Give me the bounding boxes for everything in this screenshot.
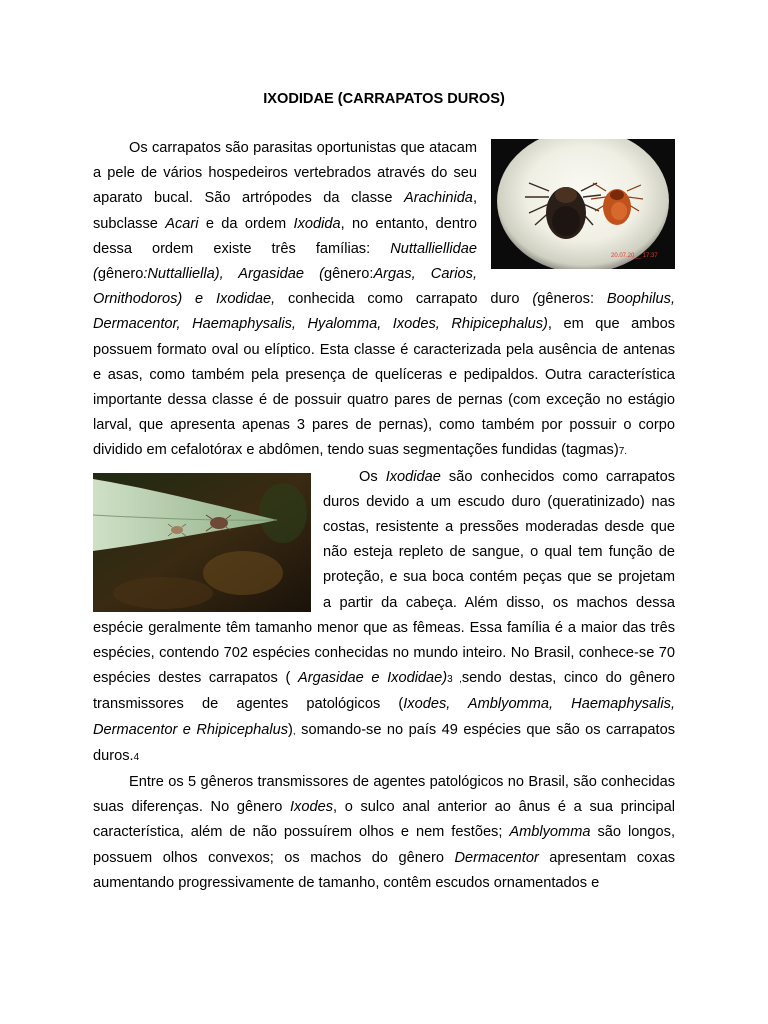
text-run: sendo destas, cinco do gênero transmissores de agentes patológicos (: [93, 670, 675, 713]
paragraph-intro: [93, 136, 675, 465]
text-run: Boophilus, Dermacentor, Haemaphysalis, Hyalomma, Ixodes, Rhipicephalus): [93, 291, 675, 333]
text-run: Entre os 5 gêneros transmissores de agentes patológicos no Brasil, são conhecidas suas diferenças. No gênero: [93, 774, 675, 816]
text-run: Ixodidae: [385, 468, 441, 485]
text-run: Argas, Carios, Ornithodoros) e Ixodidae,: [93, 266, 477, 308]
text-run: apresentam coxas aumentando progressivamente de tamanho, contêm escudos ornamentados e: [93, 849, 675, 891]
text-run: são longos, possuem olhos convexos; os machos do gênero: [93, 824, 676, 866]
text-run: , no entanto, dentro dessa ordem existe três famílias:: [93, 215, 478, 257]
photo-ticks-on-leaf-image: [93, 473, 311, 612]
text-run: e da ordem: [198, 215, 294, 232]
text-run: são conhecidos como carrapatos duros devido a um escudo duro (queratinizado) nas costas, resistente a pressões moderadas desde que não esteja repleto de sangue, o qual tem função de proteção, e sua boca contém peças que se projetam a partir da cabeça. Além disso, os machos dessa espécie geralmente têm tamanho menor que as fêmeas. Essa família é a maior das três espécies, contendo 702 espécies conhecidas no mundo inteiro. No Brasil, conhece-se 70 espécies destes carrapatos (: [93, 468, 676, 687]
text-run: , subclasse: [93, 190, 477, 232]
photo-ticks-microscope: [491, 139, 675, 269]
document-page: [93, 78, 675, 896]
photo-timestamp: 20.07.20__ 17:37: [611, 253, 658, 259]
text-run: Acari: [165, 215, 199, 232]
text-run: Ixodes, Amblyomma, Haemaphysalis, Dermacentor e Rhipicephalus: [93, 696, 676, 738]
text-run: Amblyomma: [509, 824, 591, 841]
text-run: , em que ambos possuem formato oval ou elíptico. Esta classe é caracterizada pela ausência de antenas e asas, como também pela presença de quelíceras e pedipaldos. Outra característica importante dessa classe é de possuir quatro pares de pernas (com exceção no estágio larval, que apresenta apenas 3 pares de pernas), como também por possuir o corpo dividido em cefalotórax e abdômen, tendo suas segmentações fundidas (tagmas): [93, 316, 675, 459]
photo-ticks-microscope-image: [491, 139, 675, 269]
text-run: Dermacentor: [454, 849, 539, 866]
text-run: , o sulco anal anterior ao ânus é a sua principal característica, além de não possuírem olhos e nem festões;: [93, 799, 675, 841]
text-run: Argasidae e Ixodidae): [297, 670, 448, 687]
text-run: gênero:: [323, 266, 374, 283]
text-run: (: [532, 291, 538, 308]
text-run: Os carrapatos são parasitas oportunistas que atacam a pele de vários hospedeiros vertebrados através do seu aparato bucal. São artrópodes da classe: [93, 140, 477, 207]
text-run: gênero: [97, 266, 144, 283]
footnote-ref: 4: [133, 751, 140, 763]
text-run: conhecida como carrapato duro: [275, 291, 533, 308]
text-run: Ixodida: [293, 215, 341, 232]
text-run: :Nuttalliella), Argasidae (: [143, 266, 324, 283]
footnote-ref: ,: [292, 725, 296, 737]
text-run: Nuttalliellidae (: [93, 240, 477, 283]
footnote-ref: 7.: [618, 446, 628, 458]
photo-ticks-on-leaf: [93, 473, 311, 612]
text-run: gêneros:: [537, 291, 607, 308]
page-title: IXODIDAE (CARRAPATOS DUROS): [263, 91, 505, 107]
text-run: Os: [359, 468, 386, 485]
text-run: Arachinida: [403, 190, 473, 207]
paragraph-genera: [93, 770, 675, 896]
text-run: ): [288, 721, 293, 738]
text-run: Ixodes: [290, 799, 333, 816]
text-run: somando-se no país 49 espécies que são os carrapatos duros.: [93, 721, 675, 764]
footnote-ref: 3 ,: [447, 674, 462, 686]
paragraph-ixodidae: [93, 465, 675, 770]
